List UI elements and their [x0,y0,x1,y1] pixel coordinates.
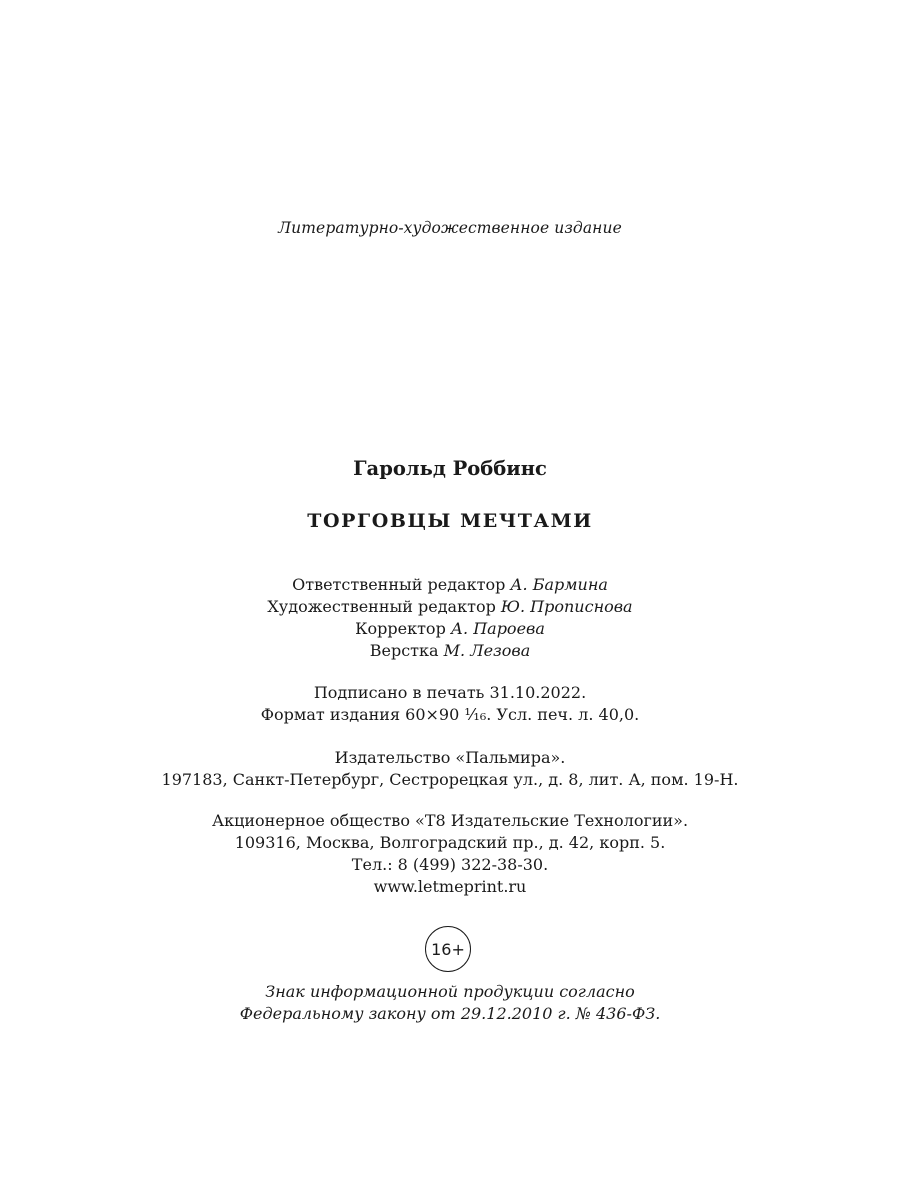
info-sign-line-1: Знак информационной продукции согласно [265,982,635,1001]
info-sign-line-2: Федеральному закону от 29.12.2010 г. № 436-ФЗ. [239,1004,661,1023]
print-signed-date: Подписано в печать 31.10.2022. [313,683,587,702]
credit-role: Художественный редактор [267,597,496,616]
print-format: Формат издания 60×90 ¹⁄₁₆. Усл. печ. л. 40,0. [260,705,640,724]
printer-phone: Тел.: 8 (499) 322-38-30. [351,855,549,874]
publisher-address: 197183, Санкт-Петербург, Сестрорецкая ул., д. 8, лит. А, пом. 19-Н. [161,770,739,789]
credit-role: Верстка [369,641,439,660]
credit-line-editor [0,575,900,595]
publisher-name: Издательство «Пальмира». [334,748,566,767]
credit-person: М. Лезова [443,641,531,660]
edition-type-label: Литературно-художественное издание [278,219,622,237]
credit-person: А. Бармина [510,575,608,594]
credit-role: Корректор [355,619,446,638]
age-rating-badge: 16+ [425,926,471,972]
printer-website: www.letmeprint.ru [373,877,527,896]
author-name: Гарольд Роббинс [353,457,547,480]
credit-person: Ю. Прописнова [500,597,633,616]
credit-role: Ответственный редактор [292,575,506,594]
credit-line-layout [0,641,900,661]
printer-name: Акционерное общество «Т8 Издательские Технологии». [211,811,689,830]
credit-line-art-editor [0,597,900,617]
printer-address: 109316, Москва, Волгоградский пр., д. 42, корп. 5. [234,833,666,852]
book-title: ТОРГОВЦЫ МЕЧТАМИ [307,510,593,532]
credit-line-proofreader [0,619,900,639]
credit-person: А. Пароева [450,619,545,638]
